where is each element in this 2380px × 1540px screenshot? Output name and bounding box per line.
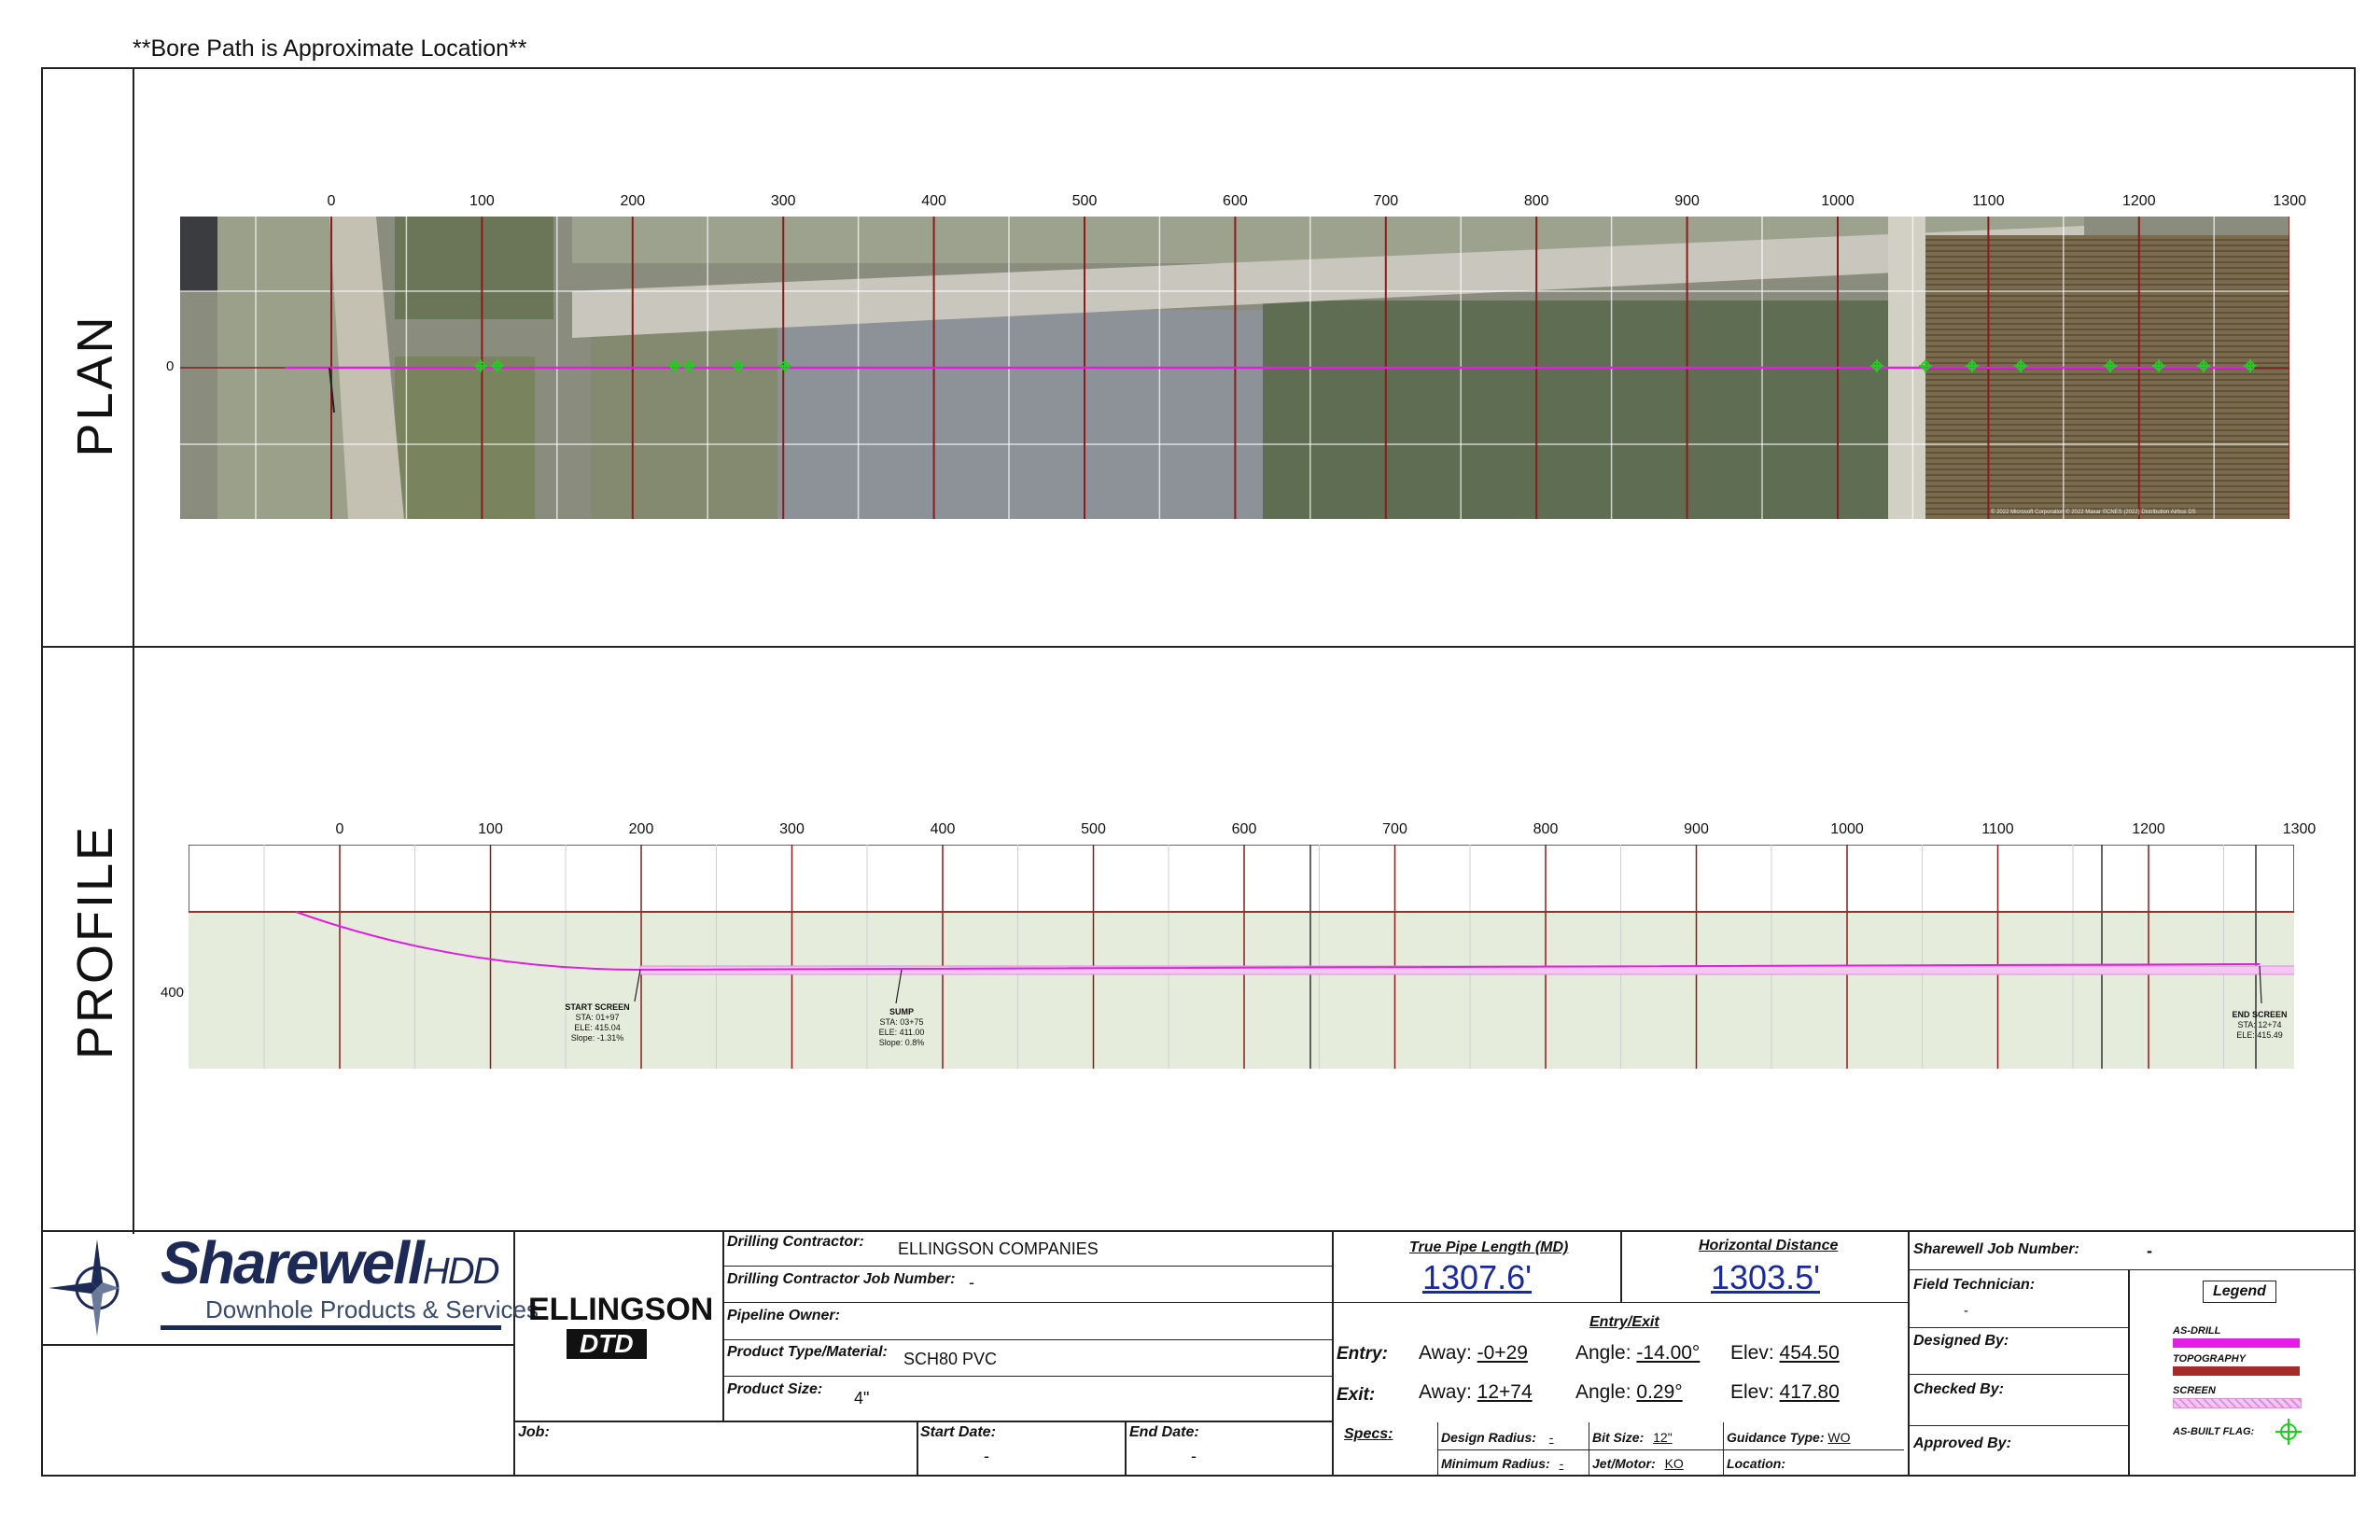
plan-profile-divider <box>41 646 2356 648</box>
sharewell-job-label: Sharewell Job Number: <box>1913 1241 2079 1257</box>
product-type-label: Product Type/Material: <box>727 1344 888 1360</box>
legend-asdrill-label: AS-DRILL <box>2173 1325 2221 1337</box>
start-date-label: Start Date: <box>920 1424 996 1440</box>
legend-flag-label: AS-BUILT FLAG: <box>2173 1426 2255 1437</box>
profile-tick-1100: 1100 <box>1981 821 2014 837</box>
designed-by-label: Designed By: <box>1913 1333 2009 1349</box>
guidance-type: Guidance Type: WO <box>1727 1430 1851 1445</box>
plan-tick-1100: 1100 <box>1972 193 2005 209</box>
profile-tick-0: 0 <box>335 821 344 837</box>
plan-tick-1200: 1200 <box>2122 193 2156 209</box>
profile-tick-400: 400 <box>930 821 956 837</box>
profile-tick-200: 200 <box>628 821 654 837</box>
bit-size: Bit Size: 12" <box>1592 1430 1673 1445</box>
asbuilt-flag-icon <box>2274 1417 2303 1447</box>
plan-tick-0: 0 <box>327 193 336 209</box>
entry-exit-label: Entry/Exit <box>1589 1314 1659 1330</box>
entry-elev: Elev: 454.50 <box>1730 1342 1840 1364</box>
field-tech-value: - <box>1964 1303 1968 1319</box>
profile-tick-700: 700 <box>1382 821 1407 837</box>
ground-fill <box>189 912 2294 1069</box>
horizontal-distance-value: 1303.5' <box>1711 1258 1820 1296</box>
ellingson-logo: ELLINGSON <box>528 1292 714 1327</box>
plan-tick-200: 200 <box>620 193 646 209</box>
plan-tick-600: 600 <box>1223 193 1248 209</box>
plan-tick-700: 700 <box>1373 193 1399 209</box>
profile-tick-300: 300 <box>779 821 805 837</box>
jet-motor: Jet/Motor: KO <box>1592 1456 1684 1471</box>
plan-tick-1300: 1300 <box>2273 193 2306 209</box>
dtd-logo: DTD <box>567 1329 647 1359</box>
profile-tick-1300: 1300 <box>2282 821 2317 837</box>
location-label: Location: <box>1727 1456 1785 1471</box>
profile-tick-1000: 1000 <box>1830 821 1864 837</box>
legend-topo-swatch <box>2173 1366 2300 1376</box>
compass-logo-icon <box>45 1234 119 1341</box>
entry-label: Entry: <box>1337 1344 1388 1364</box>
logo-wordmark: SharewellHDD <box>161 1229 498 1296</box>
map-attribution: © 2022 Microsoft Corporation © 2022 Maxar ©CNES (2022) Distribution Airbus DS <box>1991 510 2196 515</box>
legend-asdrill-swatch <box>2173 1338 2300 1348</box>
sharewell-job-value: - <box>2147 1241 2152 1260</box>
product-type-value: SCH80 PVC <box>903 1350 998 1368</box>
design-radius: Design Radius: - <box>1441 1430 1554 1445</box>
horizontal-distance-label: Horizontal Distance <box>1699 1238 1839 1253</box>
profile-tick-800: 800 <box>1533 821 1559 837</box>
true-pipe-length-value: 1307.6' <box>1422 1258 1532 1296</box>
profile-tick-900: 900 <box>1684 821 1709 837</box>
profile-label: PROFILE <box>67 823 123 1060</box>
drilling-contractor-label: Drilling Contractor: <box>727 1234 864 1250</box>
legend-title: Legend <box>2203 1281 2276 1303</box>
checked-by-label: Checked By: <box>1913 1381 2004 1397</box>
exit-angle: Angle: 0.29° <box>1575 1381 1683 1403</box>
sump-annotation: SUMP STA: 03+75 ELE: 411.00 Slope: 0.8% <box>878 1007 925 1047</box>
exit-away: Away: 12+74 <box>1419 1381 1533 1403</box>
entry-away: Away: -0+29 <box>1419 1342 1528 1364</box>
plan-label: PLAN <box>67 314 123 457</box>
plan-tick-800: 800 <box>1523 193 1549 209</box>
plan-y-tick: 0 <box>166 358 175 374</box>
plan-tick-1000: 1000 <box>1821 193 1855 209</box>
profile-tick-100: 100 <box>478 821 503 837</box>
plan-tick-900: 900 <box>1674 193 1700 209</box>
plan-tick-300: 300 <box>770 193 796 209</box>
logo-subtitle: Downhole Products & Services <box>205 1295 539 1323</box>
pipeline-owner-label: Pipeline Owner: <box>727 1308 840 1323</box>
plan-tick-400: 400 <box>921 193 946 209</box>
contractor-job-label: Drilling Contractor Job Number: <box>727 1271 956 1287</box>
plan-aerial-map <box>180 217 2289 519</box>
end-date-label: End Date: <box>1129 1424 1199 1440</box>
specs-label: Specs: <box>1344 1426 1393 1442</box>
job-label: Job: <box>518 1424 550 1440</box>
contractor-job-value: - <box>969 1273 974 1292</box>
legend-screen-swatch <box>2173 1398 2302 1408</box>
end-date-value: - <box>1191 1447 1197 1465</box>
legend-screen-label: SCREEN <box>2173 1385 2216 1396</box>
profile-tick-500: 500 <box>1081 821 1106 837</box>
end-screen-annotation: END SCREEN STA: 12+74 ELE: 415.49 <box>2232 1010 2288 1040</box>
plan-tick-100: 100 <box>469 193 495 209</box>
product-size-value: 4" <box>854 1389 870 1407</box>
bore-path-note: **Bore Path is Approximate Location** <box>133 35 527 62</box>
drilling-contractor-value: ELLINGSON COMPANIES <box>898 1239 1099 1258</box>
start-screen-annotation: START SCREEN STA: 01+97 ELE: 415.04 Slope: -1.31% <box>565 1002 630 1043</box>
approved-by-label: Approved By: <box>1913 1435 2011 1451</box>
profile-tick-1200: 1200 <box>2132 821 2165 837</box>
product-size-label: Product Size: <box>727 1381 823 1397</box>
profile-chart <box>189 845 2294 1069</box>
label-column-divider <box>133 67 134 1234</box>
entry-angle: Angle: -14.00° <box>1575 1342 1701 1364</box>
profile-y-tick: 400 <box>161 985 185 1001</box>
minimum-radius: Minimum Radius: - <box>1441 1456 1564 1471</box>
true-pipe-length-label: True Pipe Length (MD) <box>1409 1239 1569 1255</box>
plan-tick-500: 500 <box>1071 193 1098 209</box>
exit-elev: Elev: 417.80 <box>1730 1381 1840 1403</box>
exit-label: Exit: <box>1337 1385 1376 1405</box>
start-date-value: - <box>984 1447 989 1465</box>
profile-tick-600: 600 <box>1231 821 1257 837</box>
legend-topo-label: TOPOGRAPHY <box>2173 1353 2247 1365</box>
field-tech-label: Field Technician: <box>1913 1277 2036 1293</box>
